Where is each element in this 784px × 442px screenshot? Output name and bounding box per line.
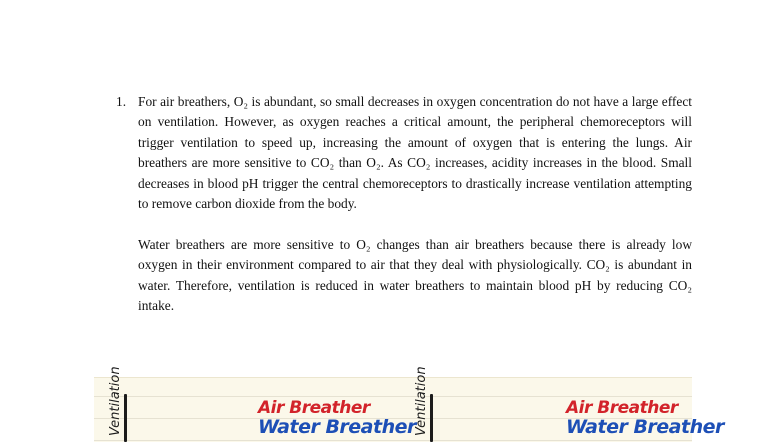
item-number: 1. xyxy=(116,94,127,109)
answer-item xyxy=(116,92,692,316)
y-axis-label: Ventilation xyxy=(108,366,123,436)
handwritten-sketch xyxy=(94,366,724,442)
sketch-panel-left xyxy=(94,366,416,442)
paragraph-water-breathers: Water breathers are more sensitive to O₂ changes than air breathers because there is already low oxygen in their environment compared to air that they deal with physiologically. CO₂ is abundant in water. Therefore, ventilation is reduced in water breathers to maintain blood pH by reducing CO₂ intake. xyxy=(138,236,692,314)
paragraph-air-breathers: For air breathers, O₂ is abundant, so small decreases in oxygen concentration do not have a large effect on ventilation. However, as oxygen reaches a critical amount, the peripheral chemoreceptors will trigger ventilation to speed up, increasing the amount of oxygen that is entering the lungs. Air breathers are more sensitive to CO₂ than O₂. As CO₂ increases, acidity increases in the blood. Small decreases in blood pH trigger the central chemoreceptors to drastically increase ventilation attempting to remove carbon dioxide from the body. xyxy=(138,94,692,212)
y-axis-label: Ventilation xyxy=(414,366,429,436)
legend-air-breather: Air Breather xyxy=(258,398,370,418)
sketch-panel-right xyxy=(394,366,724,442)
y-axis-line xyxy=(430,394,433,442)
legend-air-breather: Air Breather xyxy=(566,398,678,418)
legend-water-breather: Water Breather xyxy=(258,416,416,438)
legend-water-breather: Water Breather xyxy=(566,416,724,438)
y-axis-line xyxy=(124,394,127,442)
